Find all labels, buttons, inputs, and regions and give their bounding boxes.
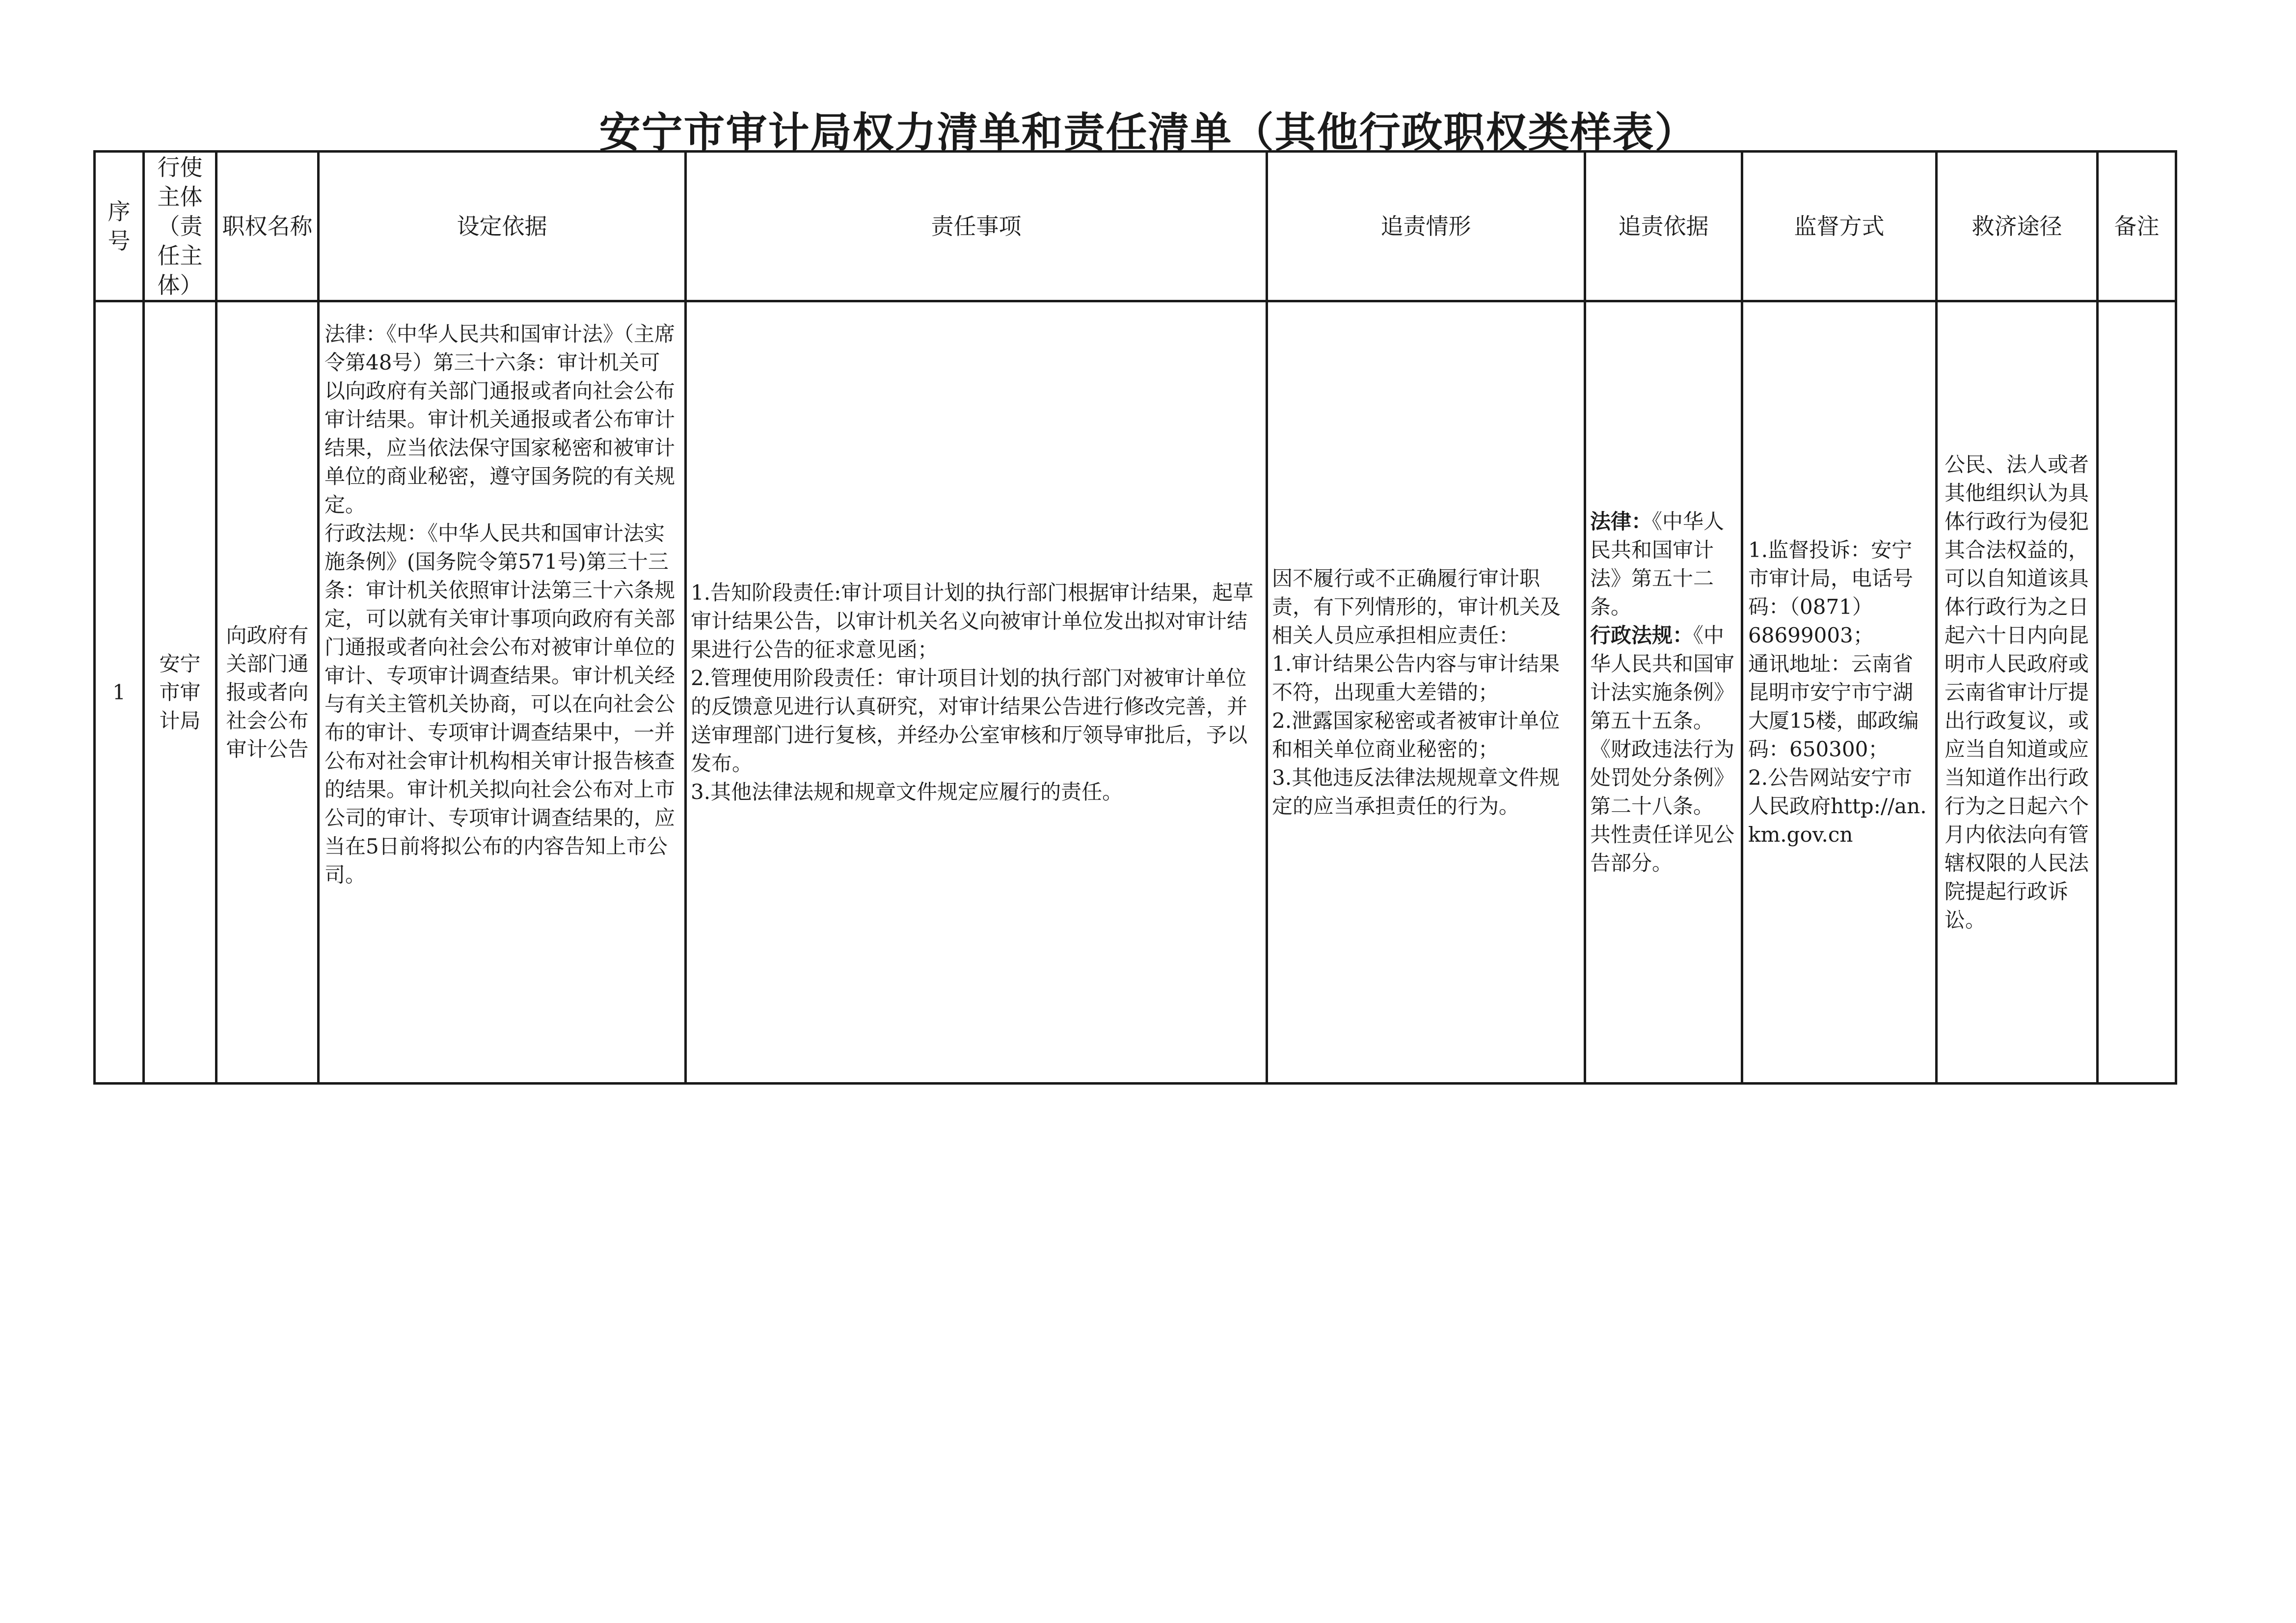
cell-seq: 1: [95, 301, 144, 1084]
cell-accountability: [1267, 301, 1585, 1084]
accountability-common: 共性责任详见公告部分。: [1590, 822, 1735, 875]
accountability-law: [1590, 507, 1737, 621]
basis-regulation: 行政法规：《中华人民共和国审计法实施条例》(国务院令第571号)第三十三条：审计机关依照审计法第三十六条规定，可以就有关审计事项向政府有关部门通报或者向社会公布对被审计单位的审计、专项审计调查结果。审计机关经与有关主管机关协商，可以在向社会公布的审计、专项审计调查结果中，一并公布对社会审计机构相关审计报告核查的结果。审计机关拟向社会公布对上市公司的审计、专项审计调查结果的，应当在5日前将拟公布的内容告知上市公司。: [324, 521, 675, 887]
header-supervision: 监督方式: [1742, 152, 1937, 301]
header-accountability: 追责情形: [1267, 152, 1585, 301]
supervision-complaint: 1.监督投诉：安宁市审计局，电话号码：（0871）68699003；: [1748, 537, 1914, 647]
cell-duties: [686, 301, 1267, 1084]
cell-remedy: 公民、法人或者其他组织认为具体行政行为侵犯其合法权益的，可以自知道该具体行政行为之日起六十日内向昆明市人民政府或云南省审计厅提出行政复议，或应当自知道或应当知道作出行政行为之日起六个月内依法向有管辖权限的人民法院提起行政诉讼。: [1937, 301, 2098, 1084]
header-subject: 行使主体（责任主体）: [144, 152, 216, 301]
header-row: [95, 152, 2176, 301]
power-responsibility-table: [93, 150, 2177, 1085]
duty-item: 2.管理使用阶段责任：审计项目计划的执行部门对被审计单位的反馈意见进行认真研究，对审计结果公告进行修改完善，并送审理部门进行复核，并经办公室审核和厅领导审批后，予以发布。: [691, 665, 1248, 775]
header-basis: 设定依据: [319, 152, 686, 301]
table-row: [95, 301, 2176, 1084]
header-seq: 序号: [95, 152, 144, 301]
header-power-name: 职权名称: [216, 152, 319, 301]
accountability-intro: 因不履行或不正确履行审计职责，有下列情形的，审计机关及相关人员应承担相应责任：: [1272, 566, 1561, 647]
law-text: 《中华人民共和国审计法》第五十二条。: [1590, 509, 1725, 619]
accountability-item: 2.泄露国家秘密或者被审计单位和相关单位商业秘密的；: [1272, 708, 1560, 761]
law-label: 法律：: [1590, 509, 1652, 533]
cell-power-name: 向政府有关部门通报或者向社会公布审计公告: [216, 301, 319, 1084]
header-duties: 责任事项: [686, 152, 1267, 301]
accountability-extra: 《财政违法行为处罚处分条例》第二十八条。: [1590, 737, 1735, 818]
accountability-item: 1.审计结果公告内容与审计结果不符，出现重大差错的；: [1272, 651, 1560, 704]
cell-subject: 安宁市审计局: [144, 301, 216, 1084]
accountability-regulation: [1590, 621, 1737, 735]
regulation-text: 《中华人民共和国审计法实施条例》第五十五条。: [1590, 623, 1735, 733]
basis-law: 法律：《中华人民共和国审计法》（主席令第48号）第三十六条：审计机关可以向政府有关部门通报或者向社会公布审计结果。审计机关通报或者公布审计结果，应当依法保守国家秘密和被审计单位的商业秘密，遵守国务院的有关规定。: [324, 322, 675, 517]
cell-notes: [2098, 301, 2176, 1084]
page-title: 安宁市审计局权力清单和责任清单（其他行政职权类样表）: [599, 108, 1697, 157]
header-accountability-basis: 追责依据: [1585, 152, 1742, 301]
supervision-website: 2.公告网站安宁市人民政府http://an.km.gov.cn: [1748, 765, 1927, 847]
regulation-label: 行政法规：: [1590, 623, 1694, 647]
header-notes: 备注: [2098, 152, 2176, 301]
header-remedy: 救济途径: [1937, 152, 2098, 301]
accountability-item: 3.其他违反法律法规规章文件规定的应当承担责任的行为。: [1272, 765, 1560, 818]
supervision-address: 通讯地址：云南省昆明市安宁市宁湖大厦15楼，邮政编码：650300；: [1748, 651, 1919, 761]
cell-basis: [319, 301, 686, 1084]
duty-item: 1.告知阶段责任:审计项目计划的执行部门根据审计结果，起草审计结果公告，以审计机关名义向被审计单位发出拟对审计结果进行公告的征求意见函；: [691, 580, 1254, 662]
duty-item: 3.其他法律法规和规章文件规定应履行的责任。: [691, 779, 1123, 804]
cell-accountability-basis: [1585, 301, 1742, 1084]
cell-supervision: [1742, 301, 1937, 1084]
